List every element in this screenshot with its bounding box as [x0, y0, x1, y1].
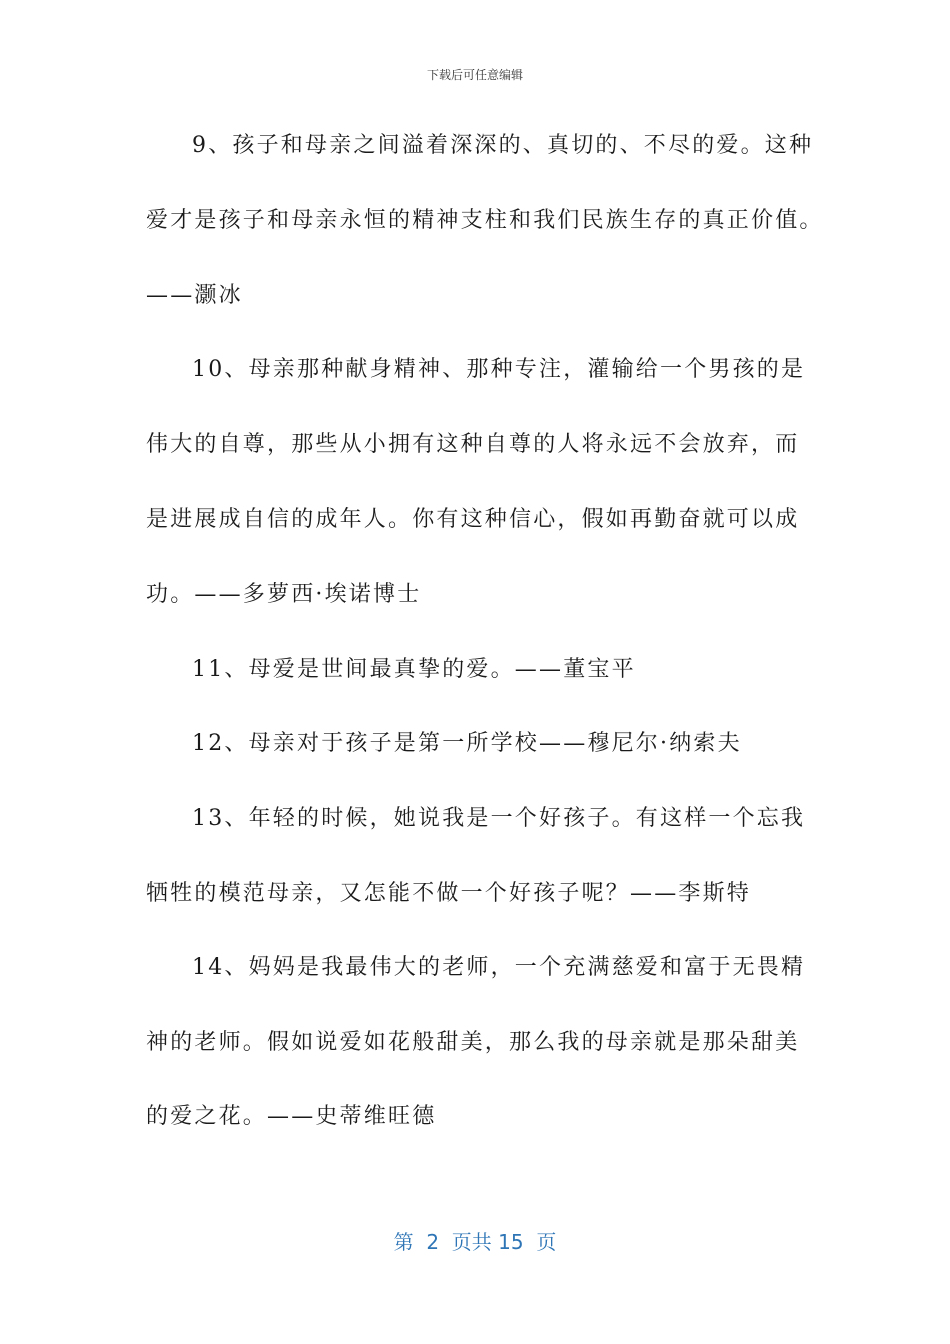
paragraph-line: 11、母爱是世间最真挚的爱。——董宝平: [192, 657, 636, 682]
paragraph-line: 的爱之花。——史蒂维旺德: [146, 1104, 437, 1129]
paragraph-line: 爱才是孩子和母亲永恒的精神支柱和我们民族生存的真正价值。: [146, 208, 824, 233]
paragraph-line: 10、母亲那种献身精神、那种专注，灌输给一个男孩的是: [192, 357, 806, 382]
paragraph-line: 14、妈妈是我最伟大的老师，一个充满慈爱和富于无畏精: [192, 955, 806, 980]
paragraph-line: 13、年轻的时候，她说我是一个好孩子。有这样一个忘我: [192, 806, 806, 831]
paragraph-line: 功。——多萝西·埃诺博士: [146, 582, 422, 607]
paragraph-line: 牺牲的模范母亲，又怎能不做一个好孩子呢？——李斯特: [146, 881, 752, 906]
paragraph-line: 是进展成自信的成年人。你有这种信心，假如再勤奋就可以成: [146, 507, 800, 532]
page-number: 第 2 页共 15 页: [393, 1230, 557, 1254]
header-note: 下载后可任意编辑: [426, 68, 523, 82]
paragraph-line: 神的老师。假如说爱如花般甜美，那么我的母亲就是那朵甜美: [146, 1030, 800, 1055]
paragraph-line: 伟大的自尊，那些从小拥有这种自尊的人将永远不会放弃，而: [146, 432, 800, 457]
paragraph-line: ——灏冰: [146, 283, 243, 308]
paragraph-line: 9、孩子和母亲之间溢着深深的、真切的、不尽的爱。这种: [192, 133, 814, 158]
paragraph-line: 12、母亲对于孩子是第一所学校——穆尼尔·纳索夫: [192, 731, 742, 756]
